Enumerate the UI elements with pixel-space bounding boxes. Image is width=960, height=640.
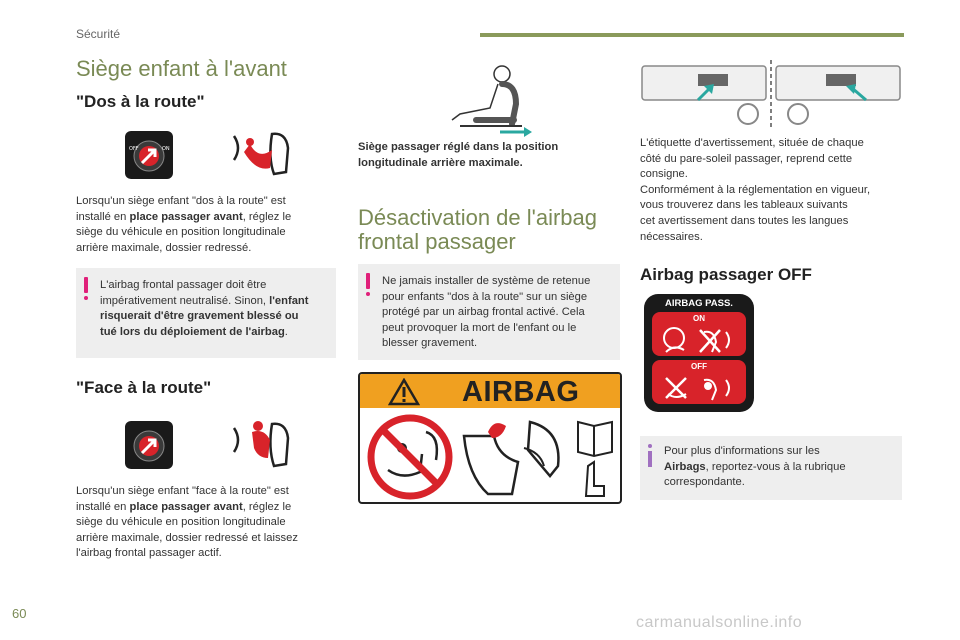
passenger-airbag-off-icon <box>660 372 738 402</box>
section-label: Sécurité <box>76 27 121 41</box>
off-text: OFF <box>691 362 707 371</box>
sun-visor-label-diagram <box>640 60 902 130</box>
read-manual-icon <box>574 416 616 500</box>
on-text: ON <box>693 314 705 323</box>
rear-facing-heading: "Dos à la route" <box>76 92 205 111</box>
airbag-on-panel <box>652 312 746 356</box>
forward-facing-child-seat-icon <box>228 418 296 470</box>
switch-on-text: ON <box>162 146 170 152</box>
page-number: 60 <box>12 606 27 621</box>
deactivation-title: Désactivation de l'airbag frontal passager <box>358 205 598 254</box>
switch-off-text: OFF <box>129 146 139 152</box>
airbag-warning-label <box>358 372 622 504</box>
label-airbag-word: AIRBAG <box>462 376 580 408</box>
airbag-switch-off-icon <box>124 130 174 180</box>
passenger-airbag-on-icon <box>660 324 738 354</box>
seat-caption: Siège passager réglé dans la position longitudinale arrière maximale. <box>358 141 559 169</box>
airbag-pass-indicator <box>644 294 754 412</box>
airbag-off-heading: Airbag passager OFF <box>640 265 812 284</box>
warning-exclamation-icon <box>366 273 370 289</box>
watermark: carmanualsonline.info <box>636 614 803 631</box>
label-location-text: L'étiquette d'avertissement, située de chaque côté du pare-soleil passager, reprend cette consigne. Conformément à la réglementation en vigueur, vous trouverez dans les tableaux suivants cet avertissement dans toutes les langues nécessaires. <box>640 137 871 243</box>
header-rule <box>480 33 904 37</box>
page-title: Siège enfant à l'avant <box>76 56 287 81</box>
rear-facing-warning: L'airbag frontal passager doit être impérativement neutralisé. Sinon, l'enfant risquerait d'être gravement blessé ou tué lors du déploiement de l'airbag. <box>76 268 336 358</box>
indicator-title: AIRBAG PASS. <box>665 298 733 309</box>
no-rear-facing-seat-icon <box>366 414 454 500</box>
forward-facing-heading: "Face à la route" <box>76 378 212 397</box>
airbag-off-panel <box>652 360 746 404</box>
airbag-switch-on-icon <box>124 420 174 470</box>
warning-triangle-icon <box>388 378 420 406</box>
rear-facing-child-seat-icon <box>228 128 296 178</box>
deactivation-warning: Ne jamais installer de système de retenue pour enfants "dos à la route" sur un siège protégé par un airbag frontal activé. Cela peut provoquer la mort de l'enfant ou le blesser gravement. <box>358 264 620 360</box>
rear-facing-paragraph: Lorsqu'un siège enfant "dos à la route" est installé en place passager avant, réglez le siège du véhicule en position longitudinale arrière maximale, dossier redressé. <box>76 195 292 254</box>
warning-exclamation-icon <box>84 277 88 293</box>
forward-facing-paragraph: Lorsqu'un siège enfant "face à la route" est installé en place passager avant, réglez le siège du véhicule en position longitudinale arrière maximale, dossier redressé et laissez l'airbag frontal passager actif. <box>76 485 298 560</box>
info-icon <box>648 444 652 448</box>
airbag-deployment-icon <box>458 416 568 500</box>
airbag-info-box: Pour plus d'informations sur les Airbags, reportez-vous à la rubrique correspondante. <box>640 436 902 500</box>
passenger-seat-illustration <box>440 60 540 140</box>
